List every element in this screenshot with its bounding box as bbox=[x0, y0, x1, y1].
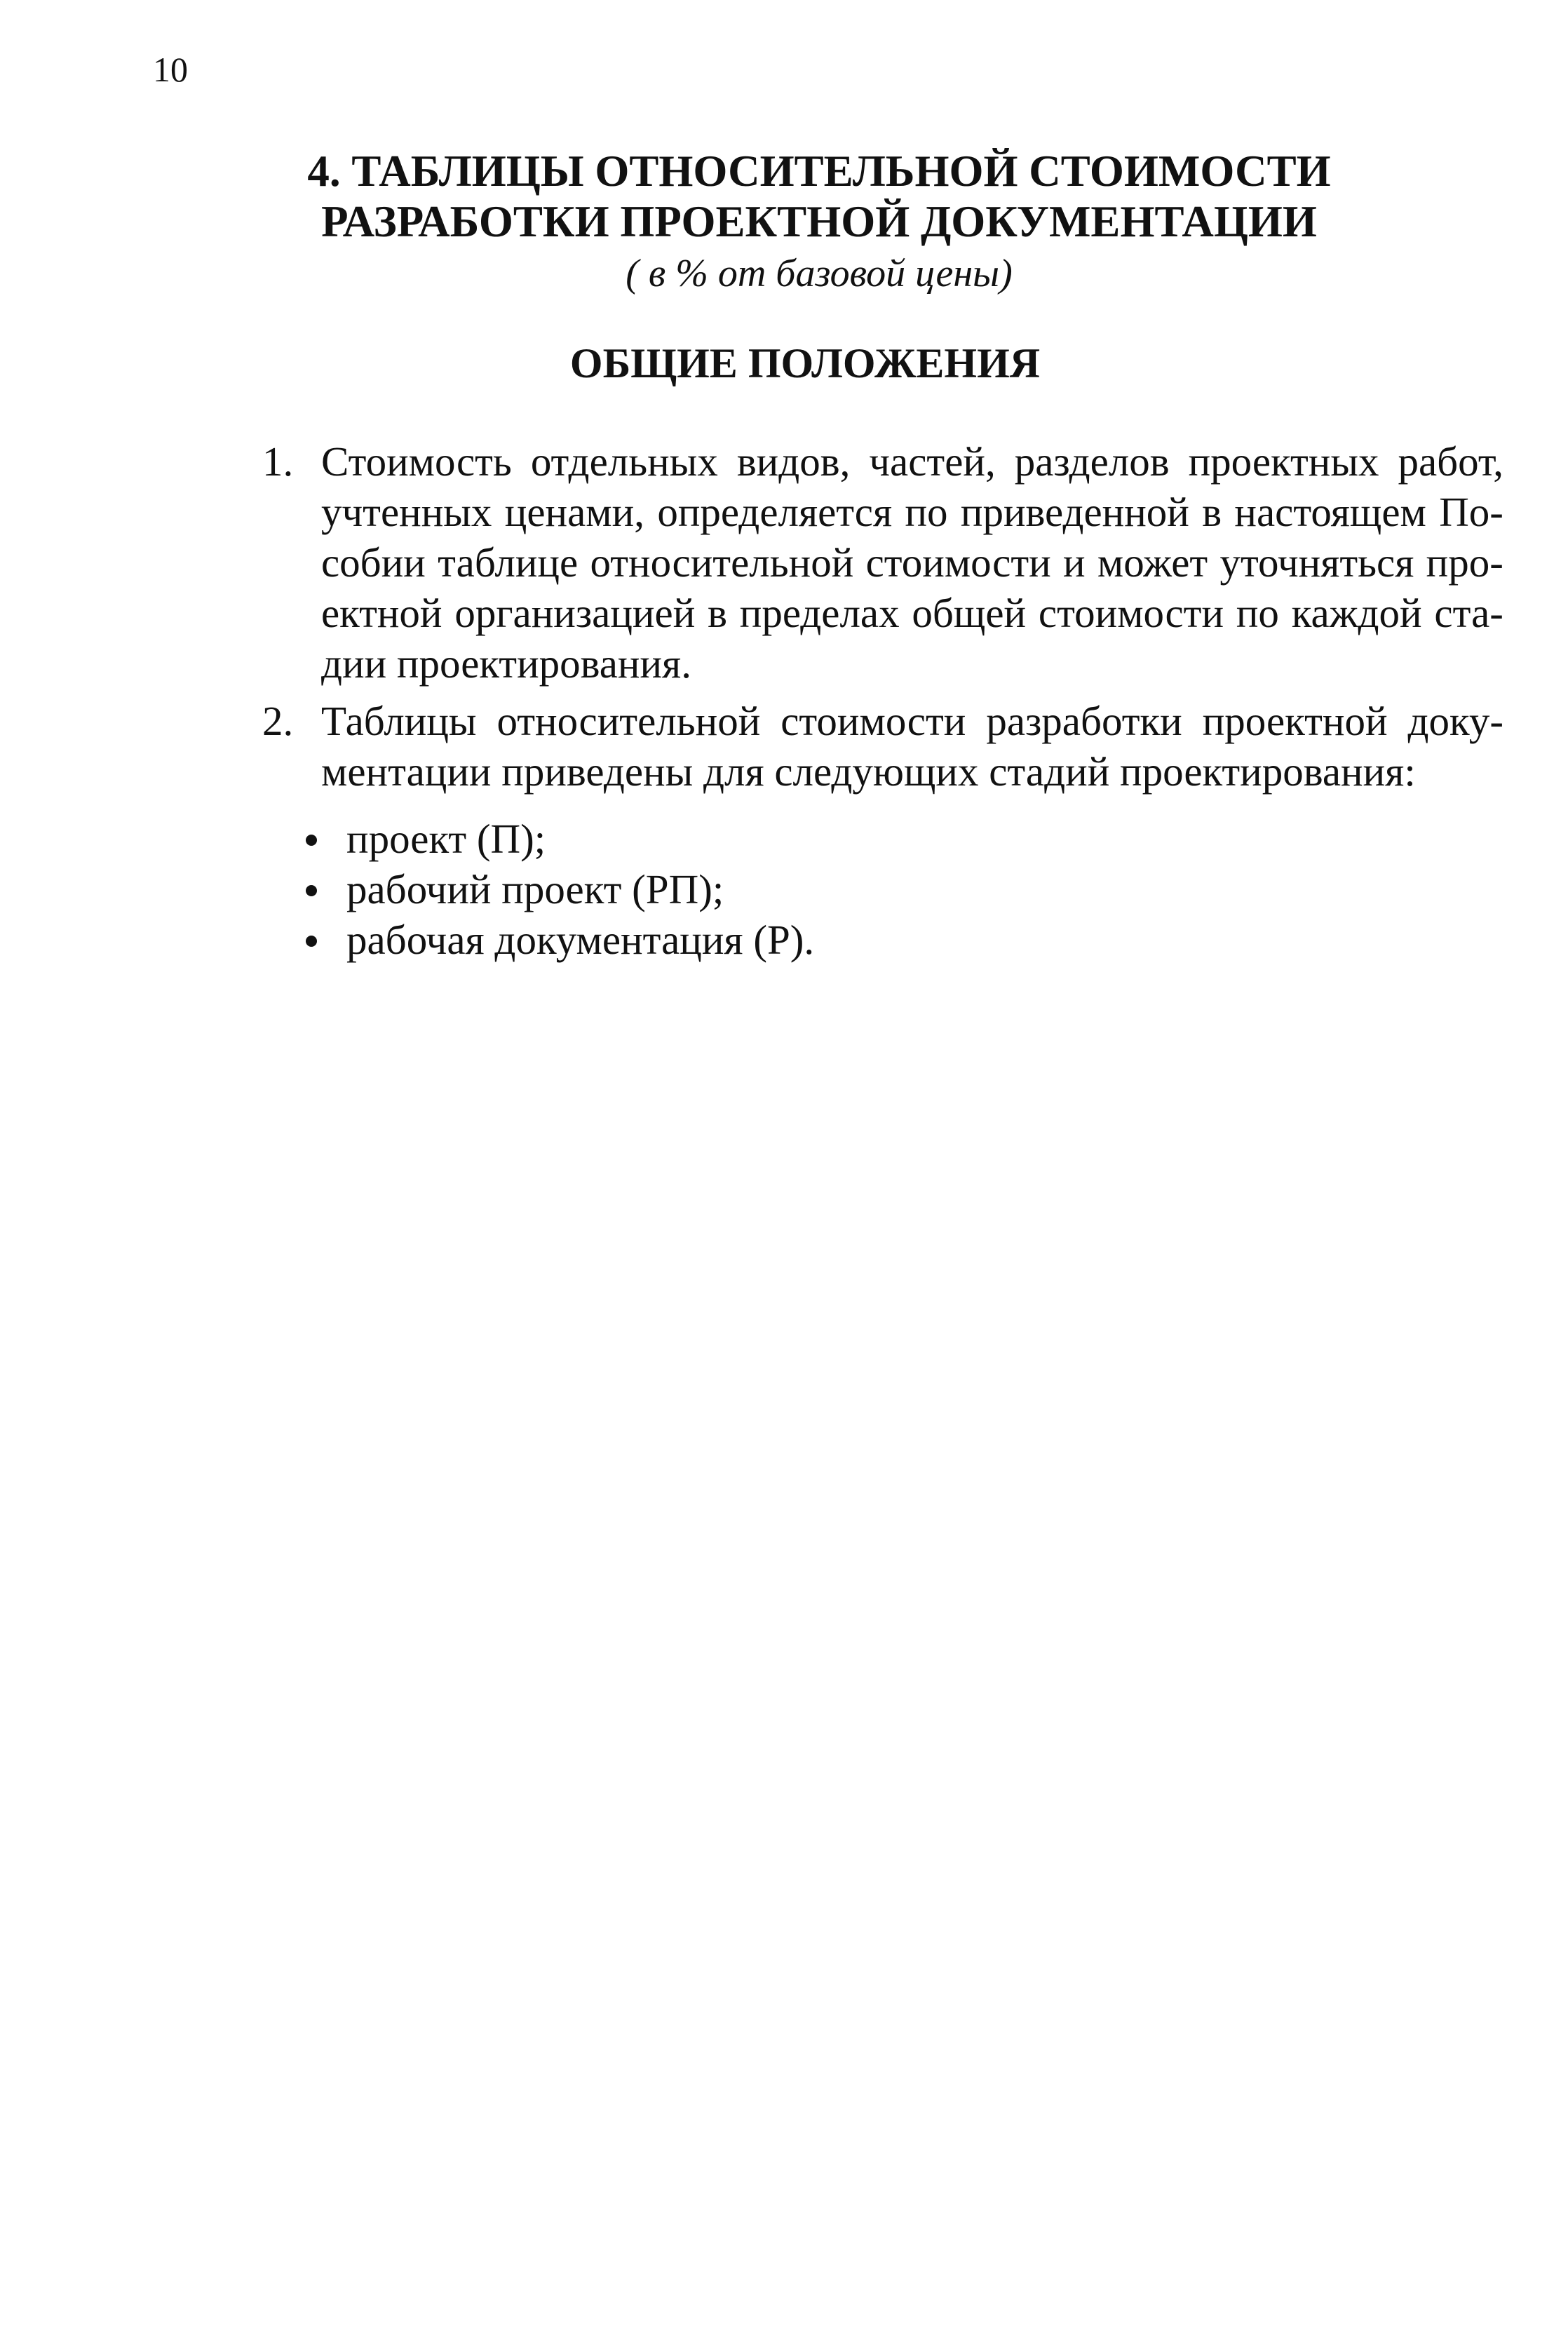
word: определяется bbox=[657, 489, 893, 535]
bullet-icon bbox=[306, 936, 317, 947]
word: в bbox=[708, 590, 727, 636]
list-item bbox=[303, 864, 814, 915]
paragraph-line bbox=[262, 588, 1503, 638]
word: общей bbox=[912, 590, 1027, 636]
word: стоимости bbox=[780, 698, 966, 744]
title-subtitle: ( в % от базовой цены) bbox=[626, 252, 1013, 295]
word: проектных bbox=[1188, 438, 1379, 485]
title-line-1: 4. ТАБЛИЦЫ ОТНОСИТЕЛЬНОЙ СТОИМОСТИ bbox=[307, 147, 1331, 196]
paragraph-line bbox=[262, 436, 1503, 487]
word: Стоимость bbox=[321, 438, 512, 485]
word: и bbox=[1062, 539, 1086, 586]
paragraph-number: 2. bbox=[262, 698, 294, 744]
paragraph-line bbox=[262, 537, 1503, 588]
title-line-2: РАЗРАБОТКИ ПРОЕКТНОЙ ДОКУМЕНТАЦИИ bbox=[321, 197, 1317, 246]
paragraph-line bbox=[262, 696, 1503, 746]
bullet-icon bbox=[306, 885, 317, 896]
word: видов, bbox=[736, 438, 851, 485]
word: ста- bbox=[1434, 590, 1503, 636]
paragraph-line: ментации приведены для следующих стадий проектирования: bbox=[321, 748, 1416, 795]
paragraph-2 bbox=[262, 696, 1503, 797]
word: частей, bbox=[869, 438, 996, 485]
word: Таблицы bbox=[321, 698, 477, 744]
word: ектной bbox=[321, 590, 442, 636]
word: каждой bbox=[1291, 590, 1422, 636]
word: стоимости bbox=[865, 539, 1051, 586]
word: По- bbox=[1439, 489, 1503, 535]
bullet-icon bbox=[306, 835, 317, 846]
word: организацией bbox=[454, 590, 696, 636]
word: в bbox=[1202, 489, 1222, 535]
word: пределах bbox=[739, 590, 900, 636]
word: относительной bbox=[496, 698, 761, 744]
list-item-text: рабочий проект (РП); bbox=[346, 866, 724, 912]
paragraph-number: 1. bbox=[262, 438, 294, 485]
word: работ, bbox=[1398, 438, 1503, 485]
list-item-text: рабочая документация (Р). bbox=[346, 917, 815, 963]
list-item bbox=[303, 915, 814, 965]
word: разработки bbox=[986, 698, 1182, 744]
word: разделов bbox=[1014, 438, 1170, 485]
paragraph-line bbox=[262, 487, 1503, 537]
word: приведенной bbox=[960, 489, 1189, 535]
section-heading: ОБЩИЕ ПОЛОЖЕНИЯ bbox=[569, 340, 1041, 386]
word: может bbox=[1097, 539, 1208, 586]
paragraph-line: дии проектирования. bbox=[321, 640, 691, 687]
word: таблице bbox=[438, 539, 579, 586]
word: доку- bbox=[1407, 698, 1503, 744]
list-item bbox=[303, 814, 814, 864]
page-number: 10 bbox=[153, 50, 188, 89]
word: настоящем bbox=[1234, 489, 1426, 535]
list-item-text: проект (П); bbox=[346, 816, 546, 862]
word: по bbox=[1236, 590, 1279, 636]
stage-list bbox=[303, 814, 814, 965]
word: отдельных bbox=[530, 438, 718, 485]
word: собии bbox=[321, 539, 426, 586]
word: по bbox=[905, 489, 948, 535]
paragraph-1 bbox=[262, 436, 1503, 689]
word: учтенных bbox=[321, 489, 492, 535]
word: про- bbox=[1426, 539, 1503, 586]
word: относительной bbox=[590, 539, 854, 586]
word: уточняться bbox=[1219, 539, 1414, 586]
word: стоимости bbox=[1038, 590, 1224, 636]
word: проектной bbox=[1202, 698, 1388, 744]
word: ценами, bbox=[504, 489, 644, 535]
